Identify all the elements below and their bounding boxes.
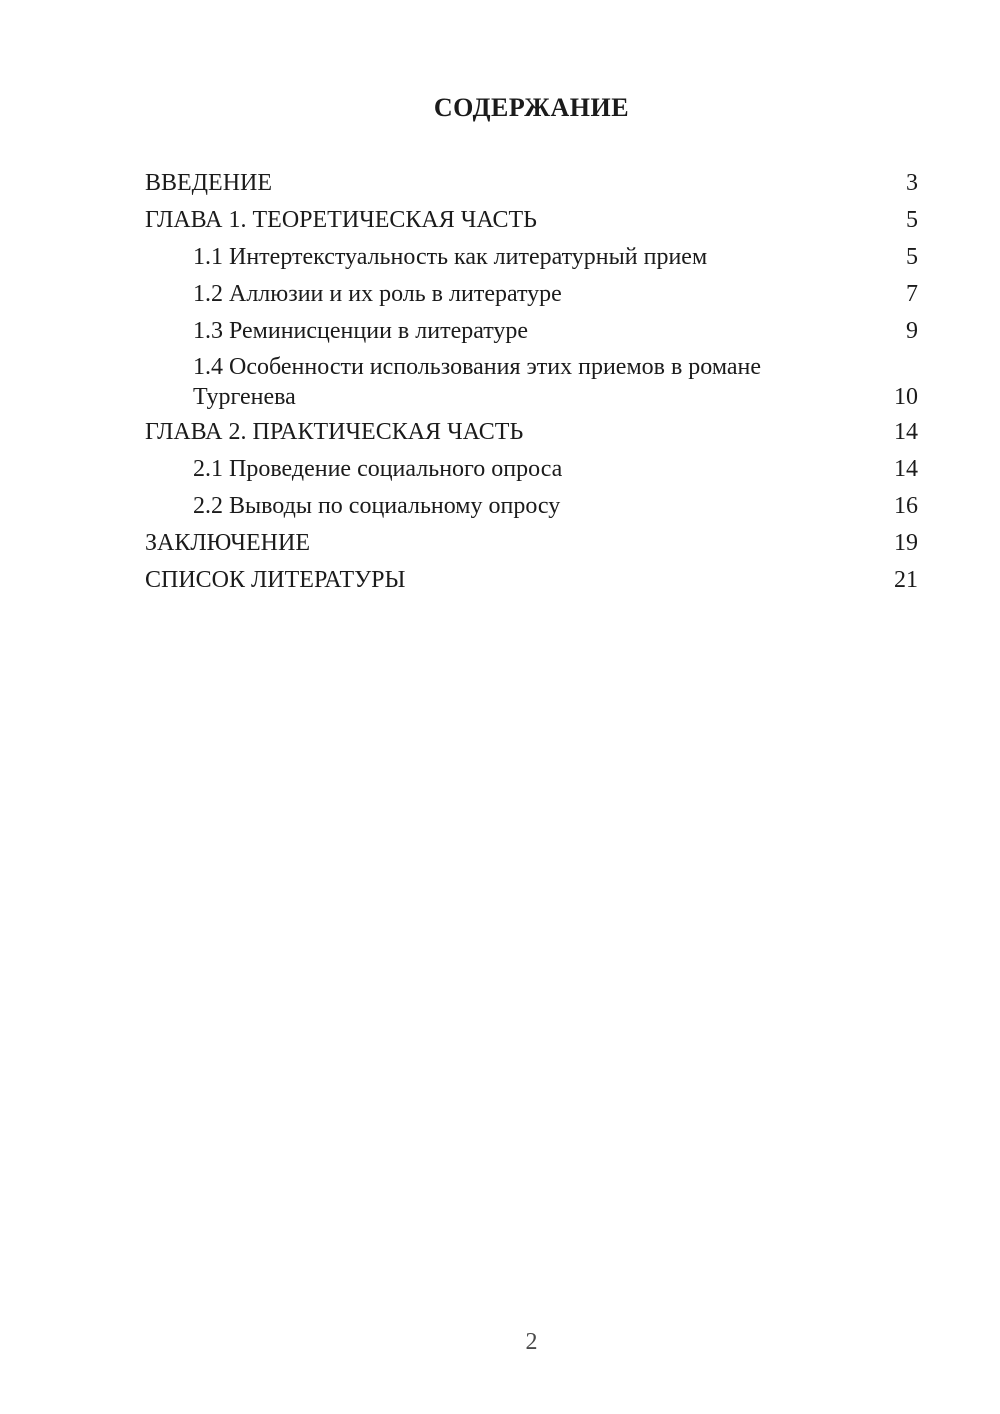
toc-entry-page-number: 10 bbox=[894, 384, 918, 410]
toc-entry-page-number: 5 bbox=[906, 207, 918, 233]
toc-entry-label: 1.3 Реминисценции в литературе bbox=[193, 318, 529, 344]
toc-entry bbox=[145, 525, 918, 562]
toc-entry-label: ГЛАВА 1. ТЕОРЕТИЧЕСКАЯ ЧАСТЬ bbox=[145, 207, 537, 233]
toc-entry-label: 2.2 Выводы по социальному опросу bbox=[193, 493, 561, 519]
toc-entry-page-number: 3 bbox=[906, 170, 918, 196]
toc-entry bbox=[145, 562, 918, 599]
toc-entry-page-number: 14 bbox=[894, 456, 918, 482]
toc-entry-label: 1.1 Интертекстуальность как литературный прием bbox=[193, 244, 708, 270]
toc-entry-label: 2.1 Проведение социального опроса bbox=[193, 456, 563, 482]
page-title: СОДЕРЖАНИЕ bbox=[433, 93, 630, 122]
toc-entry bbox=[145, 488, 918, 525]
toc-entry bbox=[145, 451, 918, 488]
toc-entry bbox=[145, 165, 918, 202]
toc-entry bbox=[145, 414, 918, 451]
page-number: 2 bbox=[525, 1329, 538, 1355]
toc-entry-label: ВВЕДЕНИЕ bbox=[145, 170, 273, 196]
toc-entry-label: 1.4 Особенности использования этих приемов в романе Тургенева bbox=[193, 354, 762, 410]
toc-entry bbox=[145, 202, 918, 239]
toc-entry-page-number: 19 bbox=[894, 530, 918, 556]
toc-entry-page-number: 7 bbox=[906, 281, 918, 307]
toc-entry-page-number: 21 bbox=[894, 567, 918, 593]
toc-entry-label: ГЛАВА 2. ПРАКТИЧЕСКАЯ ЧАСТЬ bbox=[145, 419, 524, 445]
toc-entry bbox=[145, 352, 918, 412]
toc-entry-page-number: 14 bbox=[894, 419, 918, 445]
toc-entry-label: СПИСОК ЛИТЕРАТУРЫ bbox=[145, 567, 406, 593]
toc-entry-label: 1.2 Аллюзии и их роль в литературе bbox=[193, 281, 562, 307]
toc-entry-page-number: 5 bbox=[906, 244, 918, 270]
toc-entry-label: ЗАКЛЮЧЕНИЕ bbox=[145, 530, 310, 556]
toc-entry bbox=[145, 313, 918, 350]
toc-entry-page-number: 16 bbox=[894, 493, 918, 519]
toc-entry-page-number: 9 bbox=[906, 318, 918, 344]
toc-entry bbox=[145, 239, 918, 276]
table-of-contents bbox=[145, 165, 918, 599]
toc-entry bbox=[145, 276, 918, 313]
